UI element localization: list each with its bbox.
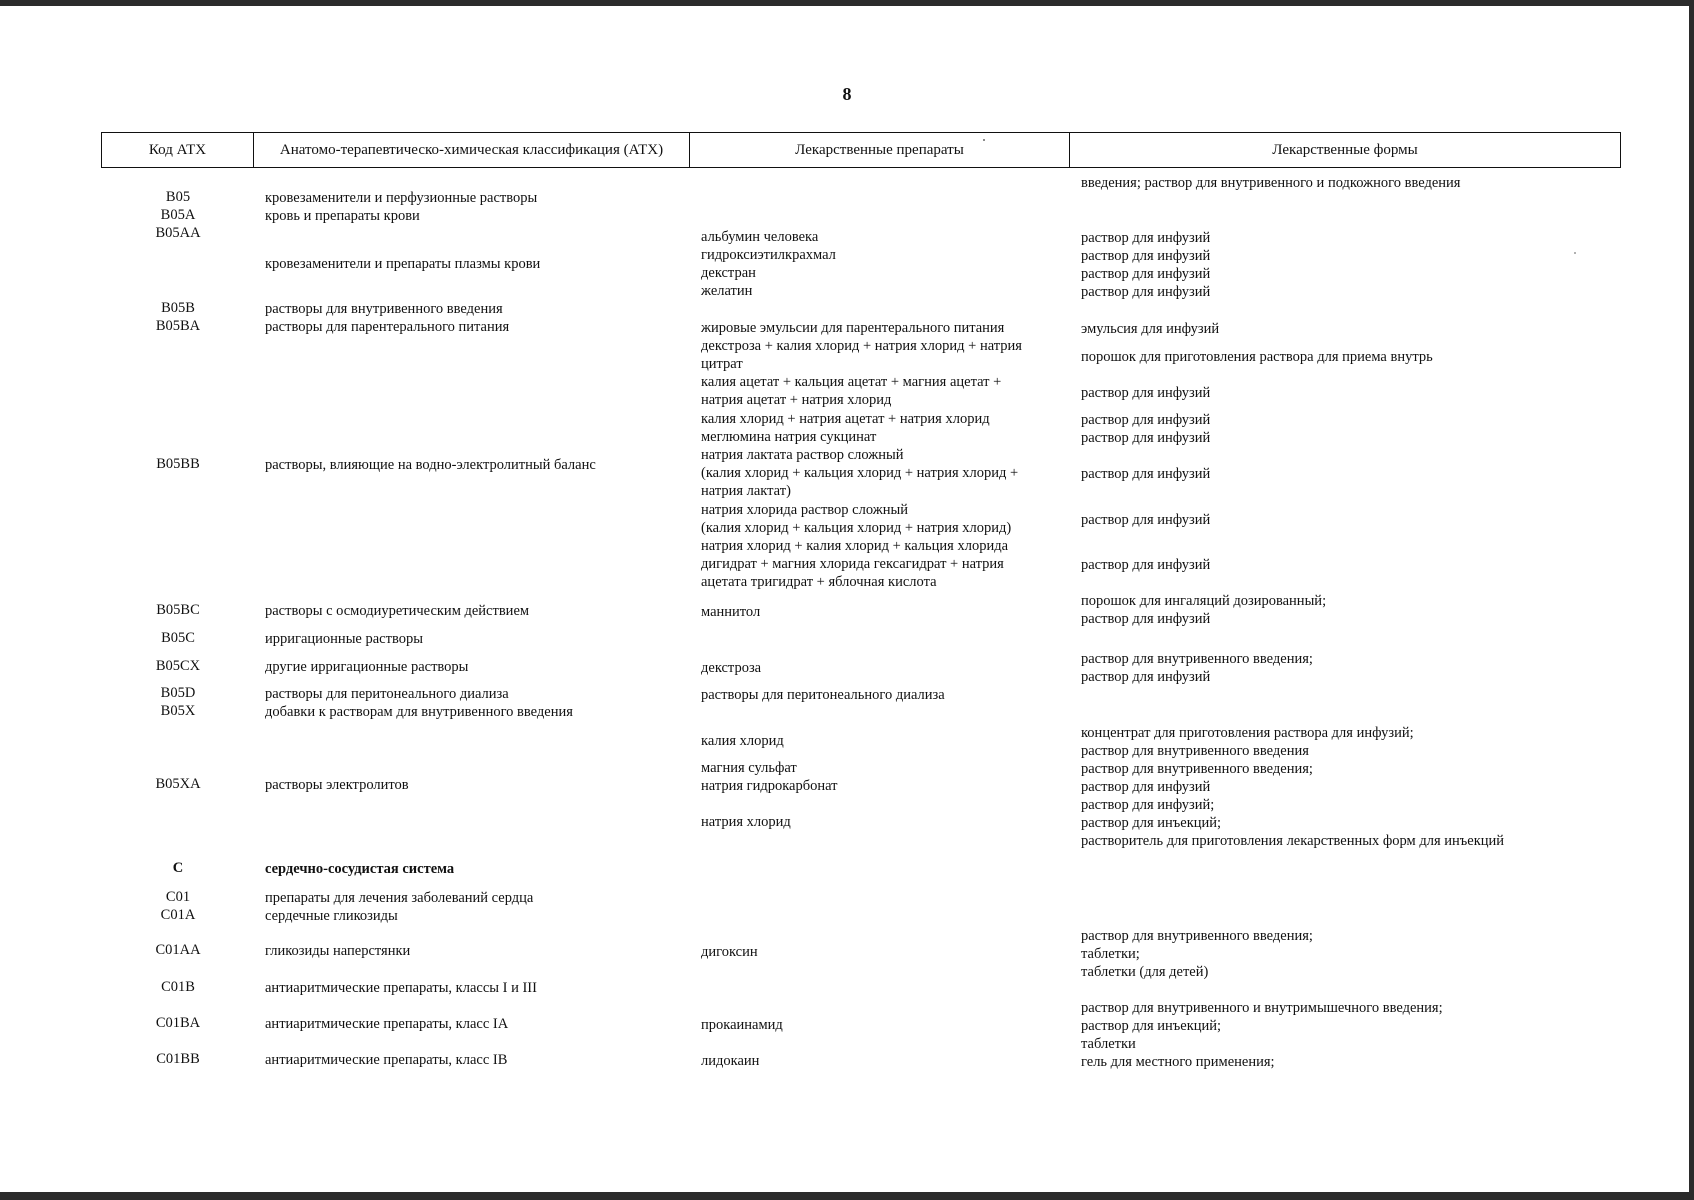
drug-name-cell: желатин (701, 283, 753, 299)
atc-code-cell: B05BB (156, 456, 200, 472)
atc-classification-cell: кровезаменители и препараты плазмы крови (265, 256, 541, 272)
atc-code-cell: B05 (165, 189, 191, 205)
atc-code-cell: B05C (161, 630, 195, 646)
drug-name-cell: меглюмина натрия сукцинат (701, 429, 877, 445)
drug-name-cell: натрия гидрокарбонат (701, 778, 838, 794)
dosage-form-cell: раствор для инфузий (1081, 669, 1211, 685)
drug-name-cell: калия хлорид + натрия ацетат + натрия хлорид (701, 411, 990, 427)
scan-edge-right (1689, 0, 1694, 1200)
atc-classification-cell: сердечно-сосудистая система (265, 861, 455, 877)
dosage-form-cell: раствор для инфузий (1081, 779, 1211, 795)
atc-code-cell: C01 (165, 889, 191, 905)
atc-classification-cell: сердечные гликозиды (265, 908, 398, 924)
atc-classification-cell: растворы, влияющие на водно-электролитный баланс (265, 457, 596, 473)
atc-classification-cell: растворы электролитов (265, 777, 409, 793)
dosage-form-cell: раствор для инфузий (1081, 248, 1211, 264)
atc-code-cell: C (172, 860, 184, 876)
dosage-form-cell: таблетки (1081, 1036, 1136, 1052)
atc-code-cell: B05CX (155, 658, 201, 674)
dosage-form-cell: раствор для инфузий (1081, 412, 1211, 428)
atc-classification-cell: гликозиды наперстянки (265, 943, 411, 959)
atc-classification-cell: ирригационные растворы (265, 631, 423, 647)
dosage-form-cell: раствор для внутривенного введения; (1081, 928, 1313, 944)
atc-code-cell: C01A (160, 907, 196, 923)
atc-classification-cell: антиаритмические препараты, класс IB (265, 1052, 508, 1068)
drug-name-cell: натрия хлорида раствор сложный (701, 502, 908, 518)
dosage-form-cell: таблетки (для детей) (1081, 964, 1209, 980)
atc-classification-cell: растворы для парентерального питания (265, 319, 510, 335)
dosage-form-cell: раствор для инфузий (1081, 611, 1211, 627)
atc-classification-cell: кровезаменители и перфузионные растворы (265, 190, 538, 206)
dosage-form-cell: раствор для инфузий (1081, 266, 1211, 282)
dosage-form-cell: эмульсия для инфузий (1081, 321, 1220, 337)
dosage-form-cell: раствор для инфузий; (1081, 797, 1215, 813)
drug-name-cell: маннитол (701, 604, 761, 620)
atc-code-cell: C01BB (156, 1051, 200, 1067)
drug-name-cell: калия хлорид (701, 733, 784, 749)
dosage-form-cell: гель для местного применения; (1081, 1054, 1275, 1070)
atc-code-cell: C01AA (155, 942, 201, 958)
atc-code-cell: C01BA (155, 1015, 201, 1031)
dosage-form-cell: раствор для инфузий (1081, 430, 1211, 446)
header-drugs: Лекарственные препараты (690, 133, 1070, 167)
dosage-form-cell: раствор для инфузий (1081, 284, 1211, 300)
drug-name-cell: дигоксин (701, 944, 758, 960)
scan-edge-bottom (0, 1192, 1694, 1200)
drug-name-cell: жировые эмульсии для парентерального питания (701, 320, 1005, 336)
dosage-form-cell: раствор для инфузий (1081, 466, 1211, 482)
drug-name-cell: цитрат (701, 356, 743, 372)
drug-name-cell: ацетата тригидрат + яблочная кислота (701, 574, 937, 590)
dosage-form-cell: концентрат для приготовления раствора для инфузий; (1081, 725, 1414, 741)
drug-name-cell: декстроза (701, 660, 762, 676)
drug-name-cell: натрия лактат) (701, 483, 791, 499)
dosage-form-cell: введения; раствор для внутривенного и подкожного введения (1081, 175, 1461, 191)
drug-name-cell: калия ацетат + кальция ацетат + магния ацетат + (701, 374, 1002, 390)
drug-name-cell: гидроксиэтилкрахмал (701, 247, 836, 263)
drug-name-cell: натрия хлорид (701, 814, 791, 830)
drug-name-cell: растворы для перитонеального диализа (701, 687, 945, 703)
atc-code-cell: B05B (161, 300, 195, 316)
dosage-form-cell: порошок для ингаляций дозированный; (1081, 593, 1327, 609)
atc-code-cell: B05A (160, 207, 196, 223)
atc-classification-cell: другие ирригационные растворы (265, 659, 469, 675)
dosage-form-cell: раствор для инфузий (1081, 230, 1211, 246)
atc-code-cell: B05AA (155, 225, 201, 241)
drug-name-cell: лидокаин (701, 1053, 760, 1069)
atc-classification-cell: кровь и препараты крови (265, 208, 420, 224)
atc-code-cell: C01B (161, 979, 195, 995)
dosage-form-cell: раствор для внутривенного введения; (1081, 651, 1313, 667)
atc-code-cell: B05BC (156, 602, 200, 618)
drug-name-cell: натрия ацетат + натрия хлорид (701, 392, 892, 408)
drug-name-cell: натрия хлорид + калия хлорид + кальция хлорида (701, 538, 1009, 554)
scan-speck (1574, 252, 1576, 254)
dosage-form-cell: порошок для приготовления раствора для приема внутрь (1081, 349, 1433, 365)
drug-name-cell: декстроза + калия хлорид + натрия хлорид + натрия (701, 338, 1022, 354)
table-header (101, 132, 1621, 168)
drug-name-cell: (калия хлорид + кальция хлорид + натрия хлорид + (701, 465, 1019, 481)
atc-code-cell: B05X (160, 703, 196, 719)
atc-classification-cell: добавки к растворам для внутривенного введения (265, 704, 573, 720)
dosage-form-cell: таблетки; (1081, 946, 1140, 962)
atc-code-cell: B05D (160, 685, 196, 701)
drug-name-cell: декстран (701, 265, 756, 281)
atc-classification-cell: растворы для внутривенного введения (265, 301, 503, 317)
atc-classification-cell: антиаритмические препараты, класс IA (265, 1016, 509, 1032)
dosage-form-cell: раствор для внутривенного введения (1081, 743, 1309, 759)
drug-name-cell: альбумин человека (701, 229, 819, 245)
atc-code-cell: B05XA (155, 776, 201, 792)
header-atc-code: Код АТХ (102, 133, 254, 167)
header-dosage-forms: Лекарственные формы (1272, 141, 1418, 158)
scan-edge-top (0, 0, 1694, 6)
dosage-form-cell: раствор для инфузий (1081, 557, 1211, 573)
atc-code-cell: B05BA (155, 318, 201, 334)
dosage-form-cell: раствор для внутривенного введения; (1081, 761, 1313, 777)
dosage-form-cell: раствор для инфузий (1081, 385, 1211, 401)
drug-name-cell: дигидрат + магния хлорида гексагидрат + натрия (701, 556, 1004, 572)
dosage-form-cell: раствор для внутривенного и внутримышечного введения; (1081, 1000, 1443, 1016)
dosage-form-cell: раствор для инъекций; (1081, 815, 1222, 831)
drug-name-cell: прокаинамид (701, 1017, 783, 1033)
dosage-form-cell: раствор для инфузий (1081, 512, 1211, 528)
header-atc-classification: Анатомо-терапевтическо-химическая классификация (АТХ) (254, 133, 690, 167)
atc-classification-cell: препараты для лечения заболеваний сердца (265, 890, 534, 906)
drug-name-cell: (калия хлорид + кальция хлорид + натрия хлорид) (701, 520, 1012, 536)
drug-name-cell: магния сульфат (701, 760, 797, 776)
atc-classification-cell: растворы с осмодиуретическим действием (265, 603, 530, 619)
atc-classification-cell: растворы для перитонеального диализа (265, 686, 509, 702)
drug-name-cell: натрия лактата раствор сложный (701, 447, 904, 463)
dosage-form-cell: растворитель для приготовления лекарственных форм для инъекций (1081, 833, 1505, 849)
page-number: 8 (842, 84, 852, 104)
atc-classification-cell: антиаритмические препараты, классы I и III (265, 980, 537, 996)
dosage-form-cell: раствор для инъекций; (1081, 1018, 1222, 1034)
